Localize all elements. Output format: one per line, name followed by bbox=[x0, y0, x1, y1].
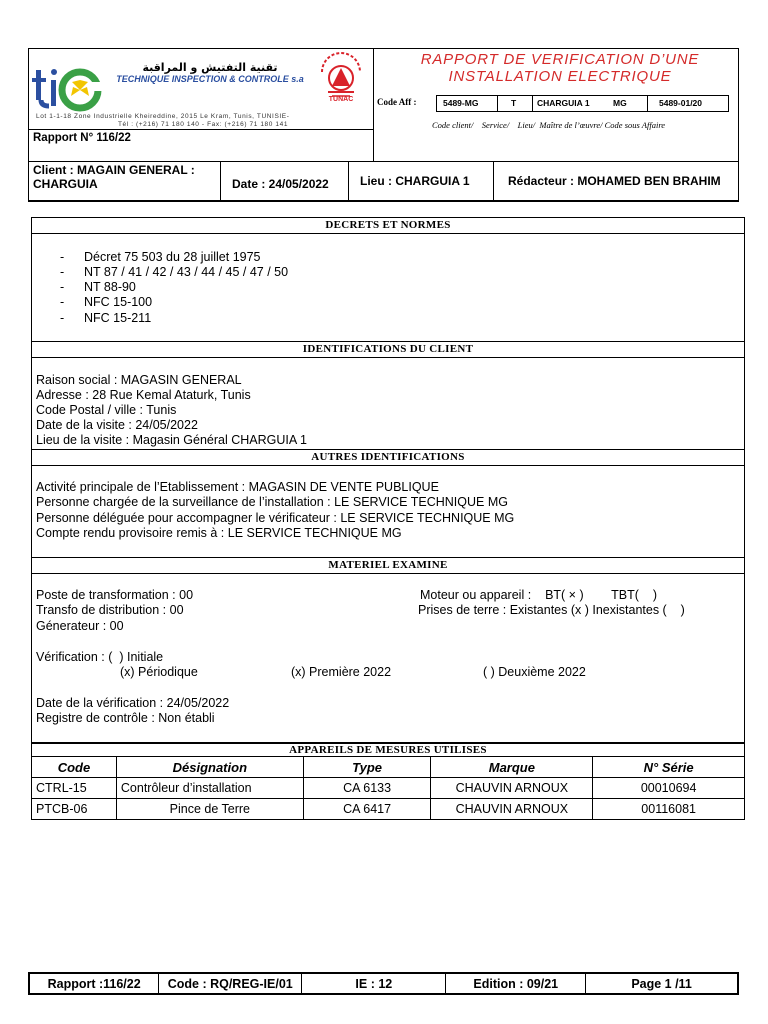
client-date-visite: Date de la visite : 24/05/2022 bbox=[36, 418, 198, 432]
autres-activite: Activité principale de l’Etablissement : MAGASIN DE VENTE PUBLIQUE bbox=[36, 480, 439, 494]
footer-code: Code : RQ/REG-IE/01 bbox=[159, 973, 302, 994]
materiel-prises: Prises de terre : Existantes (x ) Inexistantes ( ) bbox=[418, 603, 685, 617]
report-title-line1: RAPPORT DE VERIFICATION D’UNE bbox=[420, 51, 700, 68]
materiel-moteur: Moteur ou appareil : BT( × ) TBT( ) bbox=[420, 588, 657, 602]
client-lieu-visite: Lieu de la visite : Magasin Général CHARGUIA 1 bbox=[36, 433, 307, 447]
lieu-code: CHARGUIA 1 bbox=[537, 98, 590, 108]
autres-title: AUTRES IDENTIFICATIONS bbox=[32, 450, 744, 466]
decrets-title: DECRETS ET NORMES bbox=[32, 218, 744, 234]
footer bbox=[28, 972, 739, 995]
client-raison: Raison social : MAGASIN GENERAL bbox=[36, 373, 242, 387]
materiel-generateur: Génerateur : 00 bbox=[36, 619, 124, 633]
col-code: Code bbox=[32, 757, 117, 778]
header-divider-vertical bbox=[373, 48, 374, 162]
main-box: DECRETS ET NORMES - Décret 75 503 du 28 juillet 1975 - NT 87 / 41 / 42 / 43 / 44 / 45 / 47 / 50 - NT 88-90 - NFC 15-100 - NFC 15-211 IDENTIFICATIONS DU CLIENT Raison social : MAGASIN GENERAL Adresse : 28 Rue Kemal Ataturk, Tunis Code Postal / ville : Tunis Date de la visite : 24/05/2022 Lieu de la visite : Magasin Général CHARGUIA 1 AUTRES IDENTIFICATIONS Activité principale de l’Etablissement : MAGASIN DE VENTE PUBLIQUE Personne chargée de la surveillance de l’installation : LE SERVICE TECHNIQUE MG Personne déléguée pour accompagner le vérificateur : LE SERVICE TECHNIQUE MG Compte rendu provisoire remis à : LE SERVICE TECHNIQUE MG MATERIEL EXAMINE Poste de transformation : 00 Transfo de distribution : 00 Génerateur : 00 Moteur ou appareil : BT( × ) TBT( ) Prises de terre : Existantes (x ) Inexistantes ( ) Vérification : ( ) Initiale (x) Périodique (x) Première 2022 ( ) Deuxième 2022 Date de la vérification : 24/05/2022 Registre de contrôle : Non établi bbox=[31, 217, 745, 744]
decret-item: NFC 15-100 bbox=[84, 295, 153, 309]
materiel-verif-initiale: Vérification : ( ) Initiale bbox=[36, 650, 164, 664]
cell-designation: Pince de Terre bbox=[116, 799, 303, 820]
decret-item: NT 87 / 41 / 42 / 43 / 44 / 45 / 47 / 50 bbox=[84, 265, 289, 279]
footer-ie: IE : 12 bbox=[302, 973, 446, 994]
cell-code: CTRL-15 bbox=[32, 778, 117, 799]
tunac-label: TUNAC bbox=[328, 96, 354, 103]
client-code-postal: Code Postal / ville : Tunis bbox=[36, 403, 177, 417]
tunac-logo bbox=[314, 52, 368, 110]
rapport-number: Rapport N° 116/22 bbox=[33, 132, 131, 144]
table-row bbox=[32, 778, 745, 799]
decret-item: NFC 15-211 bbox=[84, 311, 152, 325]
col-type: Type bbox=[303, 757, 431, 778]
company-arabic: تقنية التفتيش و المراقبة bbox=[142, 61, 278, 74]
autres-compte-rendu: Compte rendu provisoire remis à : LE SERVICE TECHNIQUE MG bbox=[36, 526, 402, 540]
col-marque: Marque bbox=[431, 757, 593, 778]
autres-surveillance: Personne chargée de la surveillance de l’installation : LE SERVICE TECHNIQUE MG bbox=[36, 495, 508, 509]
client-adresse: Adresse : 28 Rue Kemal Ataturk, Tunis bbox=[36, 388, 251, 402]
cell-serie: 00116081 bbox=[593, 799, 745, 820]
materiel-verif-periodique: (x) Périodique bbox=[120, 665, 198, 679]
cell-designation: Contrôleur d’installation bbox=[116, 778, 303, 799]
code-aff-label: Code Aff : bbox=[377, 97, 417, 107]
appareils-header-row bbox=[32, 757, 745, 778]
client-ident-title: IDENTIFICATIONS DU CLIENT bbox=[32, 342, 744, 358]
footer-edition: Edition : 09/21 bbox=[446, 973, 586, 994]
tic-logo bbox=[32, 58, 102, 114]
code-client: 5489-MG bbox=[443, 98, 479, 108]
appareils-table bbox=[31, 756, 745, 820]
cell-serie: 00010694 bbox=[593, 778, 745, 799]
header-divider-left bbox=[28, 129, 374, 130]
cell-type: CA 6417 bbox=[303, 799, 431, 820]
maitre-code: MG bbox=[613, 98, 627, 108]
cell-marque: CHAUVIN ARNOUX bbox=[431, 799, 593, 820]
autres-deleguee: Personne déléguée pour accompagner le vérificateur : LE SERVICE TECHNIQUE MG bbox=[36, 511, 515, 525]
info-lieu: Lieu : CHARGUIA 1 bbox=[360, 174, 470, 188]
materiel-poste: Poste de transformation : 00 bbox=[36, 588, 194, 602]
footer-rapport: Rapport :116/22 bbox=[29, 973, 159, 994]
company-name: TECHNIQUE INSPECTION & CONTROLE s.a bbox=[116, 74, 304, 84]
materiel-registre: Registre de contrôle : Non établi bbox=[36, 711, 215, 725]
code-aff-legend: Code client/ Service/ Lieu/ Maître de l’œuvre/ Code sous Affaire bbox=[432, 120, 666, 130]
company-phone: Tél : (+216) 71 180 140 - Fax: (+216) 71 180 141 bbox=[117, 121, 289, 128]
footer-page: Page 1 /11 bbox=[586, 973, 738, 994]
cell-marque: CHAUVIN ARNOUX bbox=[431, 778, 593, 799]
cell-code: PTCB-06 bbox=[32, 799, 117, 820]
col-designation: Désignation bbox=[116, 757, 303, 778]
cell-type: CA 6133 bbox=[303, 778, 431, 799]
company-address: Lot 1-1-18 Zone Industrielle Kheireddine, 2015 Le Kram, Tunis, TUNISIE- bbox=[36, 113, 290, 120]
materiel-transfo: Transfo de distribution : 00 bbox=[36, 603, 184, 617]
code-sous-affaire: 5489-01/20 bbox=[659, 98, 703, 108]
col-serie: N° Série bbox=[593, 757, 745, 778]
code-aff-row bbox=[436, 95, 729, 112]
materiel-title: MATERIEL EXAMINE bbox=[32, 558, 744, 574]
materiel-date-verif: Date de la vérification : 24/05/2022 bbox=[36, 696, 230, 710]
service-code: T bbox=[511, 98, 517, 108]
materiel-verif-premiere: (x) Première 2022 bbox=[291, 665, 392, 679]
decret-item: NT 88-90 bbox=[84, 280, 136, 294]
table-row bbox=[32, 799, 745, 820]
materiel-verif-deuxieme: ( ) Deuxième 2022 bbox=[483, 665, 586, 679]
report-title-line2: INSTALLATION ELECTRIQUE bbox=[448, 68, 672, 85]
appareils-title: APPAREILS DE MESURES UTILISES bbox=[31, 742, 745, 757]
info-redacteur: Rédacteur : MOHAMED BEN BRAHIM bbox=[508, 174, 721, 188]
info-client: Client : MAGAIN GENERAL : CHARGUIA bbox=[33, 163, 195, 191]
info-date: Date : 24/05/2022 bbox=[232, 177, 329, 191]
decret-item: Décret 75 503 du 28 juillet 1975 bbox=[84, 250, 261, 264]
